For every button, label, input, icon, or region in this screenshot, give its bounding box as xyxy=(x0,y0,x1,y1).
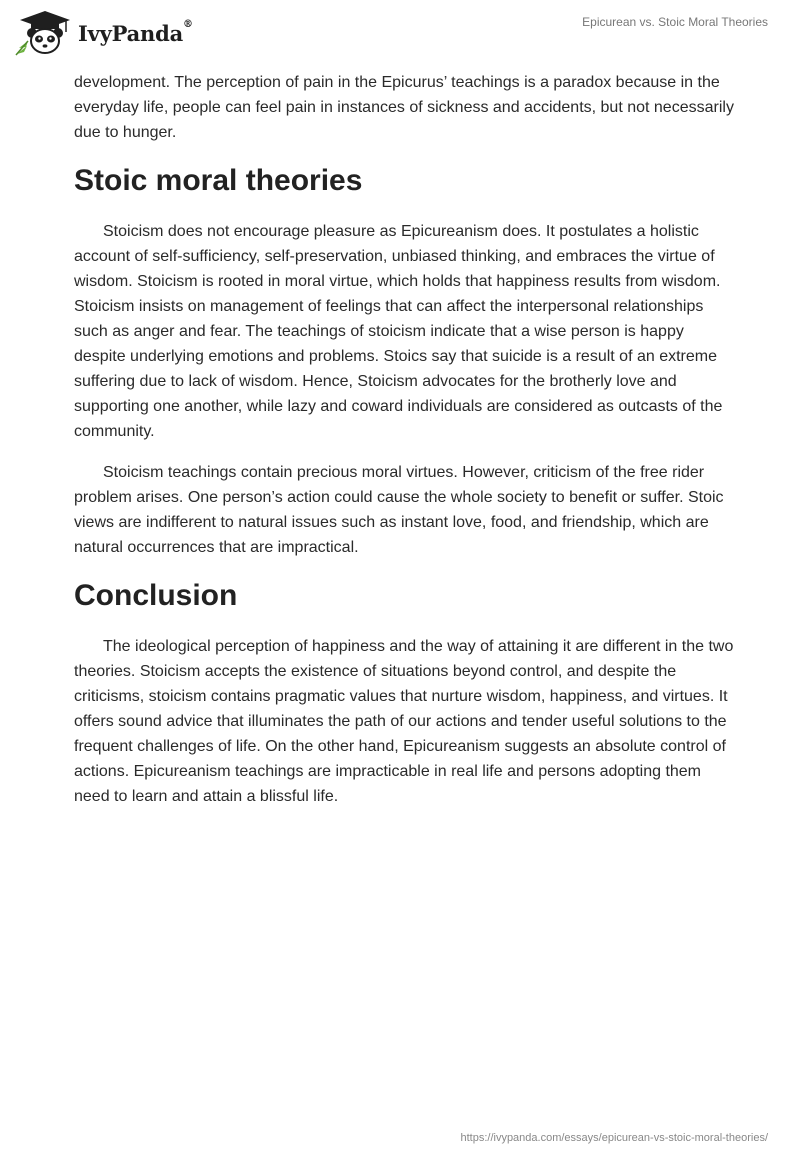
paragraph: Stoicism does not encourage pleasure as Epicureanism does. It postulates a holistic account of self-sufficiency, self-preservation, unbiased thinking, and embraces the virtue of wisdom. Stoicism is rooted in moral virtue, which holds that happiness results from wisdom. Stoicism insists on management of feelings that can affect the interpersonal relationships such as anger and fear. The teachings of stoicism indicate that a wise person is happy despite underlying emotions and problems. Stoics say that suicide is a result of an extreme suffering due to lack of wisdom. Hence, Stoicism advocates for the brotherly love and supporting one another, while lazy and coward individuals are considered as outcasts of the community. xyxy=(74,223,723,440)
brand-name: IvyPanda® xyxy=(78,18,193,46)
paragraph: Stoicism teachings contain precious moral virtues. However, criticism of the free rider problem arises. One person’s action could cause the whole society to benefit or suffer. Stoic views are indifferent to natural issues such as instant love, food, and friendship, which are natural occurrences that are impractical. xyxy=(74,464,724,556)
essay-content xyxy=(74,70,734,809)
continued-paragraph: development. The perception of pain in the Epicurus’ teachings is a paradox because in the everyday life, people can feel pain in instances of sickness and accidents, but not necessarily due to hunger. xyxy=(74,74,734,141)
ivypanda-logo[interactable] xyxy=(14,8,193,58)
paragraph: The ideological perception of happiness and the way of attaining it are different in the two theories. Stoicism accepts the existence of situations beyond control, and despite the criticisms, stoicism contains pragmatic values that nurture wisdom, happiness, and virtues. It offers sound advice that illuminates the path of our actions and tender useful solutions to the frequent challenges of life. On the other hand, Epicureanism suggests an absolute control of actions. Epicureanism teachings are impracticable in real life and persons adopting them need to learn and attain a blissful life. xyxy=(74,638,734,805)
panda-graduate-icon xyxy=(14,8,76,58)
page-header xyxy=(0,0,800,70)
section-heading-conclusion: Conclusion xyxy=(74,579,238,612)
running-title: Epicurean vs. Stoic Moral Theories xyxy=(582,15,768,29)
source-url-link[interactable]: https://ivypanda.com/essays/epicurean-vs-stoic-moral-theories/ xyxy=(460,1132,768,1144)
section-heading-stoic: Stoic moral theories xyxy=(74,164,363,197)
